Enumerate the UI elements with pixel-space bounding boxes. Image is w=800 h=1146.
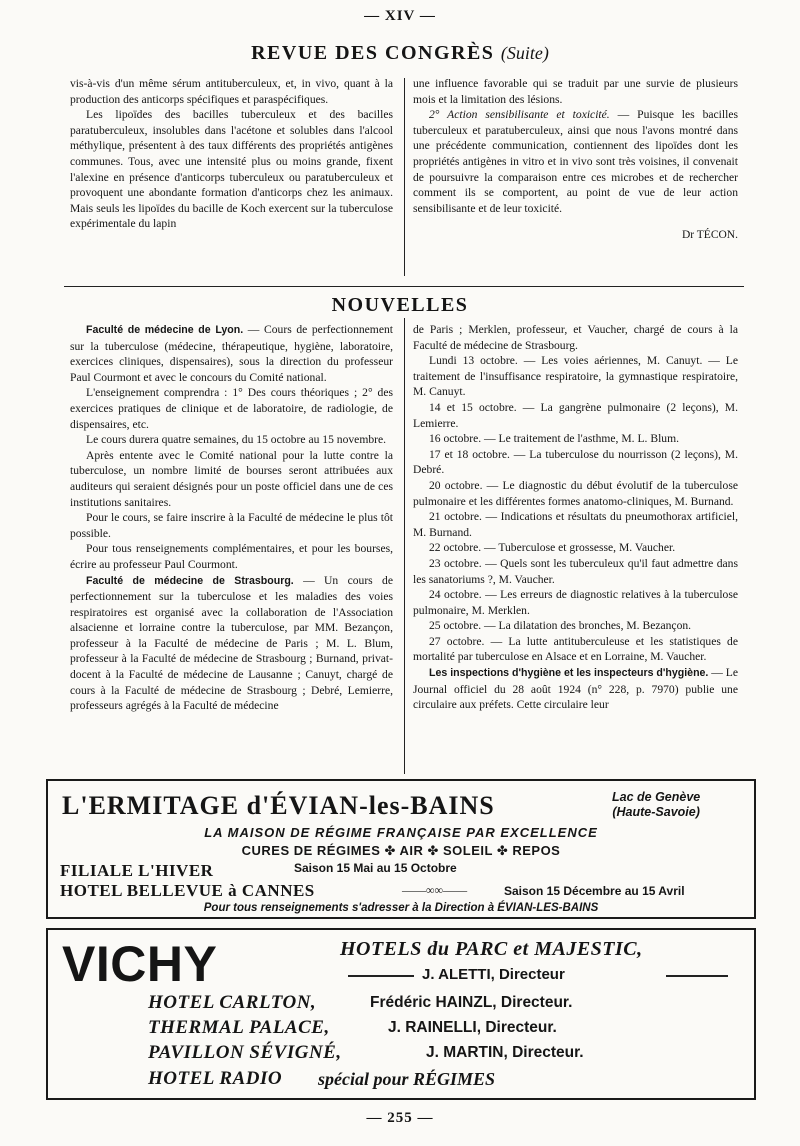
congres-title-suite: (Suite) <box>500 43 549 63</box>
ad-vichy-rule-right <box>666 975 728 977</box>
congres-left-column <box>70 76 393 232</box>
nouvelles-right-paragraph <box>413 634 738 665</box>
nouvelles-text: Après entente avec le Comité national pour la lutte contre la tuberculose, un nombre limité de bourses seront attribuées aux auditeurs qui seraient désignés pour un poste officiel dans une de ces institutions sanitaires. <box>70 448 393 509</box>
congres-right-paragraph-2 <box>413 107 738 216</box>
column-divider-nouvelles <box>404 318 405 774</box>
nouvelles-text: 14 et 15 octobre. — La gangrène pulmonaire (2 leçons), M. Lemierre. <box>413 400 738 430</box>
congres-left-paragraph-1: vis-à-vis d'un même sérum antituberculeux, et, in vivo, quant à la production des anticorps spécifiques et paraspécifiques. <box>70 77 393 106</box>
ad-vichy-line-3-director: J. MARTIN, Directeur. <box>426 1044 584 1061</box>
congres-title-text: REVUE DES CONGRÈS <box>251 42 495 64</box>
nouvelles-text: Le cours durera quatre semaines, du 15 octobre au 15 novembre. <box>86 433 387 447</box>
section-title-nouvelles: NOUVELLES <box>331 294 469 316</box>
ad-vichy-line-3-name: PAVILLON SÉVIGNÉ, <box>148 1042 342 1063</box>
nouvelles-text: — Un cours de perfectionnement sur la tuberculose et les maladies des voies respiratoires est organisé avec la collaboration de l'Association alsacienne et lorraine contre la tuberculose, par MM. Bezançon, professeur à la Faculté de médecine de Paris ; M. L. Blum, professeur à la Faculté de médecine de Strasbourg ; Burnand, privat-docent à la Faculté de médecine de Lausanne ; Canuyt, chargé de cours à la Faculté de médecine de Strasbourg ; Debré, Lemierre, professeurs agrégés à la Faculté de médecine <box>70 573 393 713</box>
congres-right-paragraph-2-rest: — Puisque les bacilles tuberculeux et paratuberculeux, ainsi que nous l'avons montré dans une précédente communication, contiennent des lipoïdes dont les propriétés antigènes in vitro et in vivo sont très voisines, il convenait de poursuivre la comparaison entre ces microbes et de rechercher comment ils se comportent, au point de vue de leur action sensibilisante et de leur toxicité. <box>413 108 738 215</box>
nouvelles-left-column <box>70 322 393 714</box>
nouvelles-left-paragraph <box>70 573 393 714</box>
nouvelles-right-paragraph <box>413 540 738 556</box>
nouvelles-right-paragraph <box>413 447 738 478</box>
nouvelles-text: Pour tous renseignements complémentaires, et pour les bourses, écrire au professeur Paul Courmont. <box>70 542 393 571</box>
ad-vichy-line-2-name: THERMAL PALACE, <box>148 1017 330 1038</box>
ad-evian-hotel: HOTEL BELLEVUE à CANNES <box>60 881 315 900</box>
nouvelles-left-paragraph <box>70 432 393 448</box>
nouvelles-text: 21 octobre. — Indications et résultats du pneumothorax artificiel, M. Burnand. <box>413 510 738 539</box>
nouvelles-text: Pour le cours, se faire inscrire à la Faculté de médecine le plus tôt possible. <box>70 511 393 540</box>
page-roman-number: — XIV — <box>364 8 436 24</box>
nouvelles-text: 16 octobre. — Le traitement de l'asthme, M. L. Blum. <box>429 432 680 446</box>
ad-vichy-line-1-director: Frédéric HAINZL, Directeur. <box>370 994 573 1011</box>
nouvelles-text: — Le Journal officiel du 28 août 1924 (n° 228, p. 7970) publie une circulaire aux préfets. Cette circulaire leur <box>413 666 739 712</box>
ad-vichy-line-2-director: J. RAINELLI, Directeur. <box>388 1019 557 1036</box>
nouvelles-text: de Paris ; Merklen, professeur, et Vaucher, chargé de cours à la Faculté de médecine de Strasbourg. <box>413 323 738 352</box>
congres-right-column <box>413 76 738 244</box>
nouvelles-right-paragraph <box>413 322 738 353</box>
ad-evian-location-2: (Haute-Savoie) <box>612 805 700 819</box>
column-divider-congres <box>404 78 405 276</box>
ad-evian <box>46 779 756 919</box>
section-separator <box>64 286 744 287</box>
ad-vichy-line-1-name: HOTEL CARLTON, <box>148 992 317 1013</box>
nouvelles-text: Lundi 13 octobre. — Les voies aériennes, M. Canuyt. — Le traitement de l'insuffisance respiratoire, la gymnastique respiratoire, M. Canuyt. <box>413 354 738 399</box>
nouvelles-left-paragraph <box>70 448 393 510</box>
signature: Dr TÉCON. <box>681 229 738 242</box>
ad-evian-cures: CURES DE RÉGIMES ✤ AIR ✤ SOLEIL ✤ REPOS <box>241 843 561 858</box>
ad-vichy-line-4-name: HOTEL RADIO <box>148 1068 283 1089</box>
nouvelles-right-paragraph <box>413 509 738 540</box>
nouvelles-text: 17 et 18 octobre. — La tuberculose du nourrisson (2 leçons), M. Debré. <box>413 447 738 477</box>
nouvelles-left-paragraph <box>70 322 393 385</box>
nouvelles-right-paragraph <box>413 353 738 400</box>
nouvelles-text: — Cours de perfectionnement sur la tuberculose (médecine, thérapeutique, hygiène, laboratoire, exercices cliniques, dispensaires), sous la direction du professeur Paul Courmont et avec le concours du Comité national. <box>70 323 393 384</box>
ad-evian-filiale: FILIALE L'HIVER <box>60 861 214 880</box>
ad-evian-contact: Pour tous renseignements s'adresser à la Direction à ÉVIAN-LES-BAINS <box>203 902 599 914</box>
nouvelles-left-paragraph <box>70 541 393 572</box>
nouvelles-right-paragraph <box>413 665 738 713</box>
nouvelles-text: 23 octobre. — Quels sont les tuberculeux qu'il faut admettre dans les sanatoriums ?, M. Vaucher. <box>413 556 738 586</box>
ad-evian-location <box>612 790 700 820</box>
nouvelles-right-column <box>413 322 738 713</box>
congres-right-paragraph-1: une influence favorable qui se traduit par une survie de plusieurs mois et la limitation des lésions. <box>413 77 738 106</box>
ad-vichy-hotels-director: J. ALETTI, Directeur <box>422 966 565 983</box>
nouvelles-text: 27 octobre. — La lutte antituberculeuse et les statistiques de mortalité par tuberculose en Alsace et en Lorraine, M. Vaucher. <box>413 634 738 664</box>
ad-evian-saison-hiver: Saison 15 Décembre au 15 Avril <box>504 884 685 898</box>
nouvelles-text: 22 octobre. — Tuberculose et grossesse, M. Vaucher. <box>429 541 676 555</box>
nouvelles-heading: Les inspections d'hygiène et les inspecteurs d'hygiène. <box>429 667 709 680</box>
congres-left-paragraph-2: Les lipoïdes des bacilles tuberculeux et des bacilles paratuberculeux, insolubles dans l'acétone et solubles dans l'alcool méthylique, présentent à des taux différents des propriétés antigènes communes. Tous, avec une intensité plus ou moins grande, fixent l'alexine en présence d'anticorps tuberculeux ou paratuberculeux et provoquent une abondante formation d'anticorps chez les animaux. Mais seuls les lipoïdes du bacille de Koch exercent sur la tuberculose expérimentale du lapin <box>70 108 393 231</box>
ad-evian-tagline: LA MAISON DE RÉGIME FRANÇAISE PAR EXCELLENCE <box>204 825 598 840</box>
nouvelles-heading: Faculté de médecine de Lyon. <box>86 324 244 336</box>
ad-vichy-city: VICHY <box>62 936 218 992</box>
nouvelles-right-paragraph <box>413 400 738 431</box>
nouvelles-left-paragraph <box>70 510 393 541</box>
ad-evian-saison-ete: Saison 15 Mai au 15 Octobre <box>294 861 457 875</box>
nouvelles-right-paragraph <box>413 587 738 618</box>
ad-vichy-line-4-director: spécial pour RÉGIMES <box>318 1069 496 1089</box>
page-number: — 255 — <box>366 1110 434 1126</box>
nouvelles-text: 24 octobre. — Les erreurs de diagnostic relatives à la tuberculose pulmonaire, M. Merklen. <box>413 588 738 617</box>
nouvelles-right-paragraph <box>413 478 738 509</box>
ad-vichy-rule-left <box>348 975 414 977</box>
nouvelles-right-paragraph <box>413 431 738 447</box>
nouvelles-right-paragraph <box>413 618 738 634</box>
nouvelles-text: 20 octobre. — Le diagnostic du début évolutif de la tuberculose pulmonaire et les différentes formes anatomo-cliniques, M. Burnand. <box>413 478 738 508</box>
nouvelles-right-paragraph <box>413 556 738 587</box>
nouvelles-text: 25 octobre. — La dilatation des bronches, M. Bezançon. <box>429 619 692 633</box>
ad-vichy <box>46 928 756 1100</box>
nouvelles-heading: Faculté de médecine de Strasbourg. <box>86 574 294 587</box>
ad-vichy-hotels: HOTELS du PARC et MAJESTIC, <box>340 938 643 960</box>
nouvelles-left-paragraph <box>70 385 393 432</box>
ad-evian-location-1: Lac de Genève <box>612 790 701 804</box>
nouvelles-text: L'enseignement comprendra : 1° Des cours théoriques ; 2° des exercices pratiques de clinique et de laboratoire, de radiologie, de dispensaires, etc. <box>70 386 393 431</box>
ad-evian-name: L'ERMITAGE d'ÉVIAN-les-BAINS <box>62 791 495 820</box>
ad-evian-ornament: ——∞∞—— <box>402 883 468 897</box>
congres-right-paragraph-2-lead: 2° Action sensibilisante et toxicité. <box>429 108 610 122</box>
section-title-congres <box>0 42 800 65</box>
